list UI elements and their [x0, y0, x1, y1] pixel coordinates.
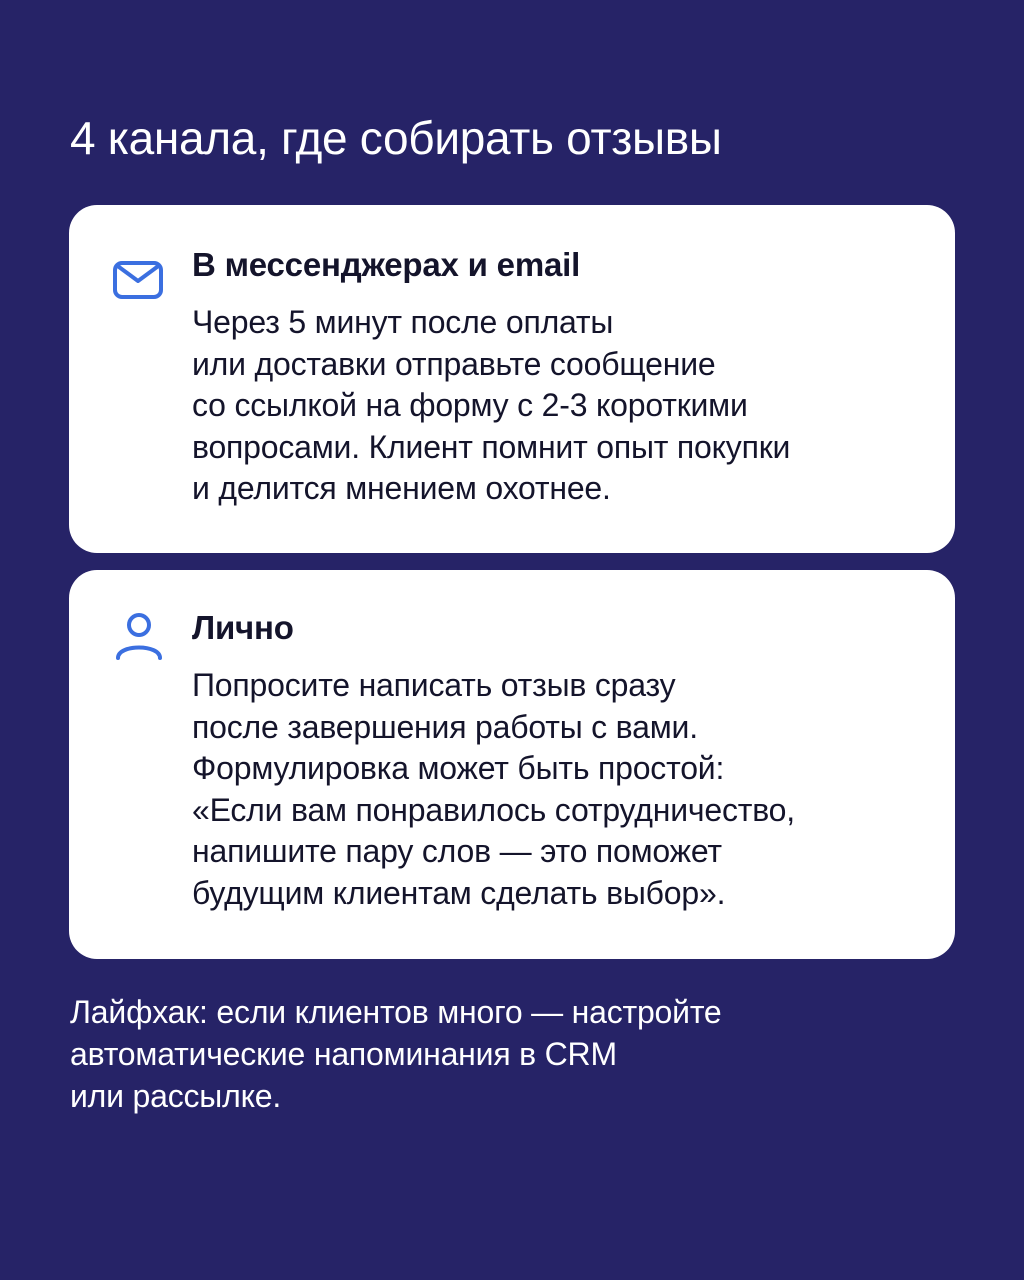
channel-card-messengers: [69, 205, 955, 553]
card-text: [192, 665, 932, 914]
card-text-line: будущим клиентам сделать выбор».: [192, 874, 726, 911]
card-text-line: Через 5 минут после оплаты: [192, 304, 614, 340]
card-text-line: со ссылкой на форму с 2-3 короткими: [192, 387, 748, 423]
lifehack-line: автоматические напоминания в CRM: [70, 1036, 617, 1072]
lifehack-note: [70, 991, 950, 1117]
card-text: [192, 302, 932, 510]
card-text-line: или доставки отправьте сообщение: [192, 345, 716, 382]
card-text-line: «Если вам понравилось сотрудничество,: [192, 791, 795, 828]
card-heading: Лично: [192, 609, 294, 646]
channel-card-personal: [69, 570, 955, 959]
page-title: 4 канала, где собирать отзывы: [70, 112, 722, 164]
card-text-line: Попросите написать отзыв сразу: [192, 667, 676, 703]
card-text-line: Формулировка может быть простой:: [192, 750, 725, 786]
card-text-line: вопросами. Клиент помнит опыт покупки: [192, 428, 791, 465]
card-text-line: после завершения работы с вами.: [192, 708, 698, 745]
card-text-line: и делится мнением охотнее.: [192, 470, 611, 506]
card-heading: В мессенджерах и email: [192, 246, 581, 283]
lifehack-line: или рассылке.: [70, 1078, 282, 1114]
mail-icon: [111, 251, 167, 307]
person-icon: [111, 608, 167, 664]
card-text-line: напишите пару слов — это поможет: [192, 833, 722, 869]
lifehack-line: Лайфхак: если клиентов много — настройте: [70, 994, 722, 1030]
